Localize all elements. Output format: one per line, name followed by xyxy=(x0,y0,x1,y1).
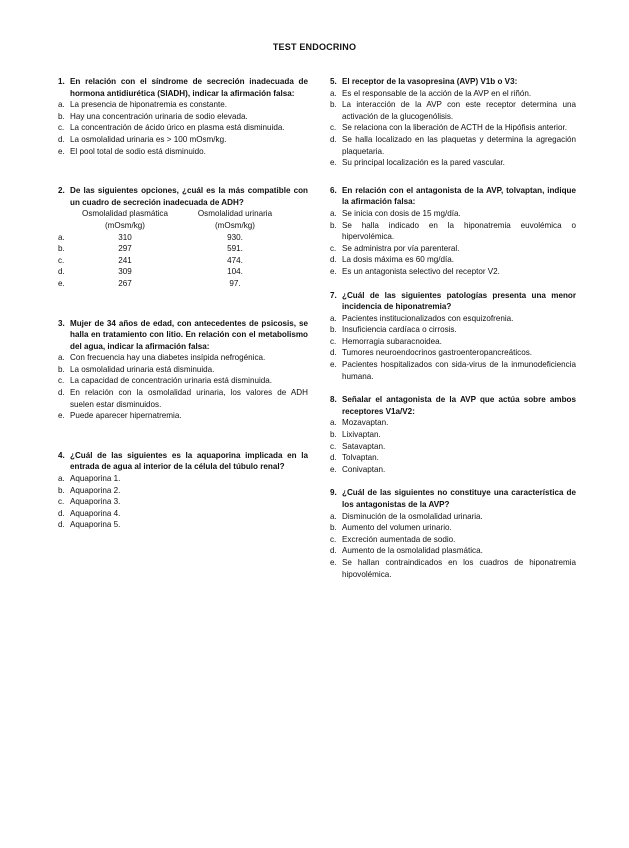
option-letter: c. xyxy=(330,243,337,253)
option-text: Se administra por vía parenteral. xyxy=(342,243,460,253)
option-letter: a. xyxy=(58,474,65,484)
option-text: Puede aparecer hipernatremia. xyxy=(70,411,182,421)
option-letter: d. xyxy=(330,348,337,358)
question-text: En relación con el síndrome de secreción inadecuada de hormona antidiurética (SIADH), indicar la afirmación falsa: xyxy=(70,77,308,98)
option-text: Insuficiencia cardíaca o cirrosis. xyxy=(342,325,457,335)
table-row xyxy=(58,278,308,290)
option-letter: e. xyxy=(58,411,65,421)
table-cell: 591. xyxy=(227,244,243,254)
option-item xyxy=(330,545,576,557)
question-text: El receptor de la vasopresina (AVP) V1b o V3: xyxy=(342,77,518,86)
option-text: Disminución de la osmolalidad urinaria. xyxy=(342,511,483,521)
option-letter: c. xyxy=(330,441,337,451)
question-number: 2. xyxy=(58,186,65,196)
question-number: 3. xyxy=(58,318,65,328)
question-number: 5. xyxy=(330,77,337,86)
question-number: 7. xyxy=(330,290,337,300)
option-letter: a. xyxy=(330,511,337,521)
option-item xyxy=(330,417,576,429)
option-text: Mozavaptan. xyxy=(342,418,389,428)
option-text: Tolvaptan. xyxy=(342,453,379,463)
option-letter: e. xyxy=(58,278,65,288)
option-item xyxy=(58,387,308,410)
option-text: Aumento del volumen urinario. xyxy=(342,523,452,533)
option-letter: c. xyxy=(58,497,65,507)
question-7 xyxy=(330,290,576,383)
option-item xyxy=(58,410,308,422)
table-header-cell: (mOsm/kg) xyxy=(104,220,145,230)
option-letter: a. xyxy=(58,353,65,363)
option-text: La capacidad de concentración urinaria está disminuida. xyxy=(70,376,273,386)
option-text: Con frecuencia hay una diabetes insípida nefrogénica. xyxy=(70,353,266,363)
option-item xyxy=(58,364,308,376)
table-row xyxy=(58,243,308,255)
table-cell: 474. xyxy=(227,255,243,265)
option-text: Aquaporina 2. xyxy=(70,485,121,495)
option-item xyxy=(330,452,576,464)
option-text: Lixivaptan. xyxy=(342,430,381,440)
question-number: 1. xyxy=(58,77,65,86)
table-cell: 297 xyxy=(118,244,132,254)
option-letter: d. xyxy=(330,453,337,463)
option-text: La concentración de ácido úrico en plasma está disminuida. xyxy=(70,123,285,133)
question-2 xyxy=(58,185,308,289)
option-letter: b. xyxy=(58,244,65,254)
option-item xyxy=(58,496,308,508)
option-letter: d. xyxy=(58,134,65,144)
question-text: ¿Cuál de las siguientes no constituye una característica de los antagonistas de la AVP? xyxy=(342,488,576,509)
option-item xyxy=(330,254,576,266)
option-text: Se halla indicado en la hiponatremia euvolémica o hipervolémica. xyxy=(342,220,576,242)
option-item xyxy=(330,557,576,580)
option-item xyxy=(58,146,308,158)
option-item xyxy=(330,157,576,169)
question-text: ¿Cuál de las siguientes es la aquaporina implicada en la entrada de agua al interior de la célula del túbulo renal? xyxy=(70,450,308,472)
question-number: 6. xyxy=(330,185,337,195)
question-4 xyxy=(58,450,308,531)
option-item xyxy=(330,336,576,348)
option-item xyxy=(330,266,576,278)
option-item xyxy=(330,220,576,243)
table-header-cell: Osmolalidad plasmática xyxy=(82,209,168,219)
table-row xyxy=(58,255,308,267)
option-text: La osmolalidad urinaria está disminuida. xyxy=(70,364,215,374)
option-item xyxy=(330,511,576,523)
question-1 xyxy=(58,76,308,157)
table-header-cell: Osmolalidad urinaria xyxy=(197,209,273,219)
table-header-cell: (mOsm/kg) xyxy=(214,220,255,230)
option-text: Pacientes hospitalizados con sida-virus de la inmunodeficiencia humana. xyxy=(342,360,576,381)
table-cell: 104. xyxy=(227,267,243,277)
question-text: Mujer de 34 años de edad, con antecedentes de psicosis, se halla en tratamiento con litio. En relación con el metabolismo del agua, indicar la afirmación falsa: xyxy=(70,318,308,351)
option-item xyxy=(330,243,576,255)
table-row xyxy=(58,232,308,244)
option-item xyxy=(58,111,308,123)
question-number: 4. xyxy=(58,450,65,460)
option-text: La presencia de hiponatremia es constante. xyxy=(70,100,228,110)
option-item xyxy=(330,208,576,220)
option-text: Su principal localización es la pared vascular. xyxy=(342,158,505,168)
option-item xyxy=(330,441,576,453)
table-cell: 310 xyxy=(118,232,132,242)
option-item xyxy=(58,122,308,134)
option-item xyxy=(330,347,576,359)
option-text: La interacción de la AVP con este receptor determina una activación de la glucogenólisis. xyxy=(342,100,576,121)
option-item xyxy=(58,508,308,520)
right-column xyxy=(330,76,576,580)
option-text: Conivaptan. xyxy=(342,464,386,474)
option-letter: b. xyxy=(330,100,337,110)
table-cell: 930. xyxy=(227,232,243,242)
option-letter: a. xyxy=(330,88,337,98)
question-text: ¿Cuál de las siguientes patologías presenta una menor incidencia de hiponatremia? xyxy=(342,290,576,312)
option-letter: a. xyxy=(330,208,337,218)
option-letter: e. xyxy=(330,266,337,276)
table-header xyxy=(58,208,308,220)
option-letter: c. xyxy=(330,534,337,544)
option-letter: e. xyxy=(58,146,65,156)
table-cell: 309 xyxy=(118,267,132,277)
table-row xyxy=(58,266,308,278)
option-letter: a. xyxy=(330,313,337,323)
option-item xyxy=(330,534,576,546)
option-item xyxy=(58,473,308,485)
question-number: 9. xyxy=(330,488,337,498)
option-letter: d. xyxy=(330,255,337,265)
option-item xyxy=(330,429,576,441)
question-3 xyxy=(58,318,308,422)
option-item xyxy=(330,313,576,325)
option-text: Es un antagonista selectivo del receptor V2. xyxy=(342,266,500,276)
option-letter: b. xyxy=(58,111,65,121)
option-letter: a. xyxy=(58,100,65,110)
option-letter: a. xyxy=(58,232,65,242)
option-letter: d. xyxy=(58,388,65,398)
option-letter: c. xyxy=(58,255,65,265)
option-item xyxy=(330,88,576,100)
option-text: Satavaptan. xyxy=(342,441,386,451)
question-5 xyxy=(330,76,576,169)
option-letter: b. xyxy=(330,523,337,533)
option-text: Aquaporina 4. xyxy=(70,508,121,518)
table-cell: 267 xyxy=(118,278,132,288)
option-letter: b. xyxy=(330,220,337,230)
question-9 xyxy=(330,487,576,580)
option-letter: c. xyxy=(330,123,337,133)
option-letter: c. xyxy=(58,123,65,133)
question-6 xyxy=(330,185,576,278)
option-text: Aumento de la osmolalidad plasmática. xyxy=(342,546,483,556)
option-item xyxy=(58,352,308,364)
option-text: Excreción aumentada de sodio. xyxy=(342,534,456,544)
table-cell: 97. xyxy=(229,278,241,288)
osmolality-table xyxy=(58,208,308,289)
option-text: Es el responsable de la acción de la AVP en el riñón. xyxy=(342,88,532,98)
table-cell: 241 xyxy=(118,255,132,265)
option-letter: c. xyxy=(330,336,337,346)
option-text: Hemorragia subaracnoidea. xyxy=(342,336,442,346)
option-letter: d. xyxy=(58,267,65,277)
option-letter: a. xyxy=(330,418,337,428)
option-letter: e. xyxy=(330,464,337,474)
option-letter: d. xyxy=(330,546,337,556)
option-text: Aquaporina 1. xyxy=(70,474,121,484)
option-text: La osmolalidad urinaria es > 100 mOsm/kg. xyxy=(70,134,227,144)
option-letter: d. xyxy=(58,508,65,518)
question-number: 8. xyxy=(330,395,337,405)
option-item xyxy=(330,359,576,382)
option-letter: d. xyxy=(330,134,337,144)
option-text: Hay una concentración urinaria de sodio elevada. xyxy=(70,111,248,121)
option-item xyxy=(330,464,576,476)
option-text: El pool total de sodio está disminuido. xyxy=(70,146,206,156)
left-column xyxy=(58,76,308,531)
option-text: Se hallan contraindicados en los cuadros de hiponatremia hipovolémica. xyxy=(342,557,576,579)
question-text: De las siguientes opciones, ¿cuál es la más compatible con un cuadro de secreción inadecuada de ADH? xyxy=(70,186,308,207)
option-letter: b. xyxy=(58,485,65,495)
option-text: En relación con la osmolalidad urinaria, los valores de ADH suelen estar disminuidos. xyxy=(70,388,308,409)
option-item xyxy=(330,522,576,534)
option-item xyxy=(58,375,308,387)
option-letter: b. xyxy=(330,325,337,335)
option-item xyxy=(58,99,308,111)
question-8 xyxy=(330,394,576,475)
option-text: Se inicia con dosis de 15 mg/día. xyxy=(342,208,461,218)
page-title: TEST ENDOCRINO xyxy=(272,42,357,52)
option-letter: e. xyxy=(330,158,337,168)
option-letter: d. xyxy=(58,520,65,530)
option-text: Se halla localizado en las plaquetas y determina la agregación plaquetaria. xyxy=(342,134,576,156)
question-text: En relación con el antagonista de la AVP, tolvaptan, indique la afirmación falsa: xyxy=(342,185,576,207)
option-item xyxy=(58,519,308,531)
option-item xyxy=(58,485,308,497)
option-item xyxy=(330,324,576,336)
option-text: Se relaciona con la liberación de ACTH de la Hipófisis anterior. xyxy=(342,123,567,133)
table-header xyxy=(58,220,308,232)
option-letter: b. xyxy=(58,364,65,374)
option-text: Pacientes institucionalizados con esquizofrenia. xyxy=(342,313,514,323)
option-text: Aquaporina 5. xyxy=(70,520,121,530)
option-item xyxy=(330,99,576,122)
option-text: Tumores neuroendocrinos gastroenteropancreáticos. xyxy=(342,348,533,358)
option-item xyxy=(58,134,308,146)
option-letter: e. xyxy=(330,557,337,567)
option-text: La dosis máxima es 60 mg/día. xyxy=(342,255,455,265)
option-item xyxy=(330,134,576,157)
option-text: Aquaporina 3. xyxy=(70,497,121,507)
option-letter: e. xyxy=(330,360,337,370)
option-letter: c. xyxy=(58,376,65,386)
option-letter: b. xyxy=(330,430,337,440)
question-text: Señalar el antagonista de la AVP que actúa sobre ambos receptores V1a/V2: xyxy=(342,395,576,416)
option-item xyxy=(330,122,576,134)
